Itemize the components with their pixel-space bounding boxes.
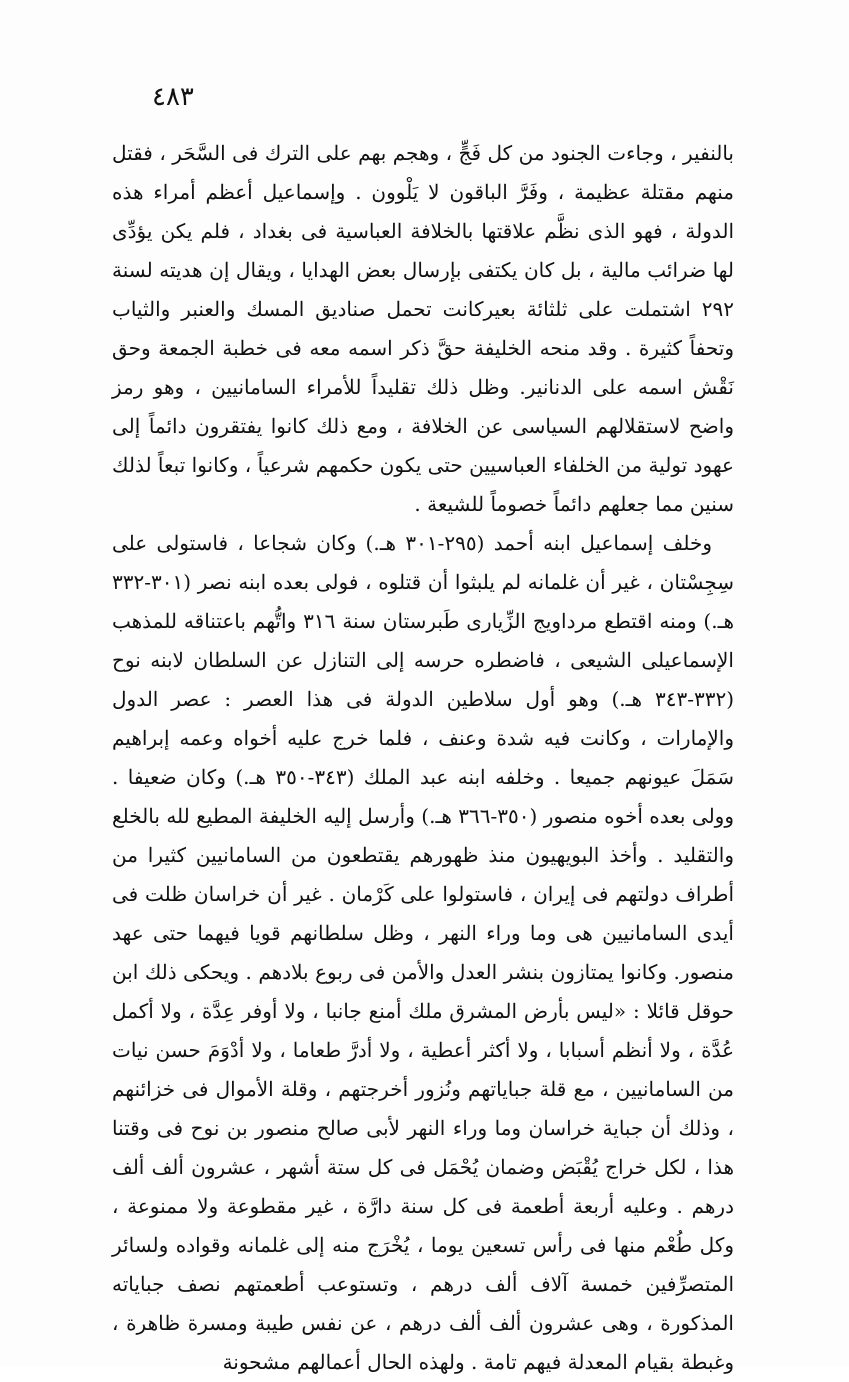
page-number: ٤٨٣	[152, 82, 194, 112]
paragraph-2: وخلف إسماعيل ابنه أحمد (٢٩٥-٣٠١ هـ.) وكان شجاعا ، فاستولى على سِجِسْتان ، غير أن غلمانه لم يلبثوا أن قتلوه ، فولى بعده ابنه نصر (٣٠١-٣٣٢ هـ.) ومنه اقتطع مرداويج الزِّيارى طَبرستان سنة ٣١٦ واتُّهم باعتناقه للمذهب الإسماعيلى الشيعى ، فاضطره حرسه إلى التنازل عن السلطان لابنه نوح (٣٣٢-٣٤٣ هـ.) وهو أول سلاطين الدولة فى هذا العصر : عصر الدول والإمارات ، وكانت فيه شدة وعنف ، فلما خرج عليه أخواه وعمه إبراهيم سَمَلَ عيونهم جميعا . وخلفه ابنه عبد الملك (٣٤٣-٣٥٠ هـ.) وكان ضعيفا . وولى بعده أخوه منصور (٣٥٠-٣٦٦ هـ.) وأرسل إليه الخليفة المطيع لله بالخلع والتقليد . وأخذ البويهيون منذ ظهورهم يقتطعون من السامانيين كثيرا من أطراف دولتهم فى إيران ، فاستولوا على كَرْمان . غير أن خراسان ظلت فى أيدى السامانيين هى وما وراء النهر ، وظل سلطانهم قويا فيهما حتى عهد منصور. وكانوا يمتازون بنشر العدل والأمن فى ربوع بلادهم . ويحكى ذلك ابن حوقل قائلا : «ليس بأرض المشرق ملك أمنع جانبا ، ولا أوفر عِدَّة ، ولا أكمل عُدَّة ، ولا أنظم أسبابا ، ولا أكثر أعطية ، ولا أدرَّ طعاما ، ولا أدْوَمَ حسن نيات من السامانيين ، مع قلة جباياتهم ونُزور أخرجتهم ، وقلة الأموال فى خزائنهم ، وذلك أن جباية خراسان وما وراء النهر لأبى صالح منصور بن نوح فى وقتنا هذا ، لكل خراج يُقْبَض وضمان يُحْمَل فى كل ستة أشهر ، عشرون ألف ألف درهم . وعليه أربعة أطعمة فى كل سنة دارَّة ، غير مقطوعة ولا ممنوعة ، وكل طُعْم منها فى رأس تسعين يوما ، يُخْرَج منه إلى غلمانه وقواده ولسائر المتصرِّفين خمسة آلاف ألف درهم ، وتستوعب أطعمتهم نصف جباياته المذكورة ، وهى عشرون ألف ألف درهم ، عن نفس طيبة ومسرة ظاهرة ، وغبطة بقيام المعدلة فيهم تامة . ولهذه الحال أعمالهم مشحونة	[112, 531, 735, 1374]
body-text	[112, 134, 734, 1382]
paragraph-1: بالنفير ، وجاءت الجنود من كل فَجٍّ ، وهجم بهم على الترك فى السَّحَر ، فقتل منهم مقتلة عظيمة ، وفَرَّ الباقون لا يَلْوون . وإسماعيل أعظم أمراء هذه الدولة ، فهو الذى نظَّم علاقتها بالخلافة العباسية فى بغداد ، فلم يكن يؤدِّى لها ضرائب مالية ، بل كان يكتفى بإرسال بعض الهدايا ، ويقال إن هديته لسنة ٢٩٢ اشتملت على ثلثائة بعيركانت تحمل صناديق المسك والعنبر والثياب وتحفاً كثيرة . وقد منحه الخليفة حقَّ ذكر اسمه معه فى خطبة الجمعة وحق نَقْش اسمه على الدنانير. وظل ذلك تقليداً للأمراء السامانيين ، وهو رمز واضح لاستقلالهم السياسى عن الخلافة ، ومع ذلك كانوا يفتقرون دائماً إلى عهود تولية من الخلفاء العباسيين حتى يكون حكمهم شرعياً ، وكانوا تبعاً لذلك سنين مما جعلهم دائماً خصوماً للشيعة .	[112, 141, 735, 516]
